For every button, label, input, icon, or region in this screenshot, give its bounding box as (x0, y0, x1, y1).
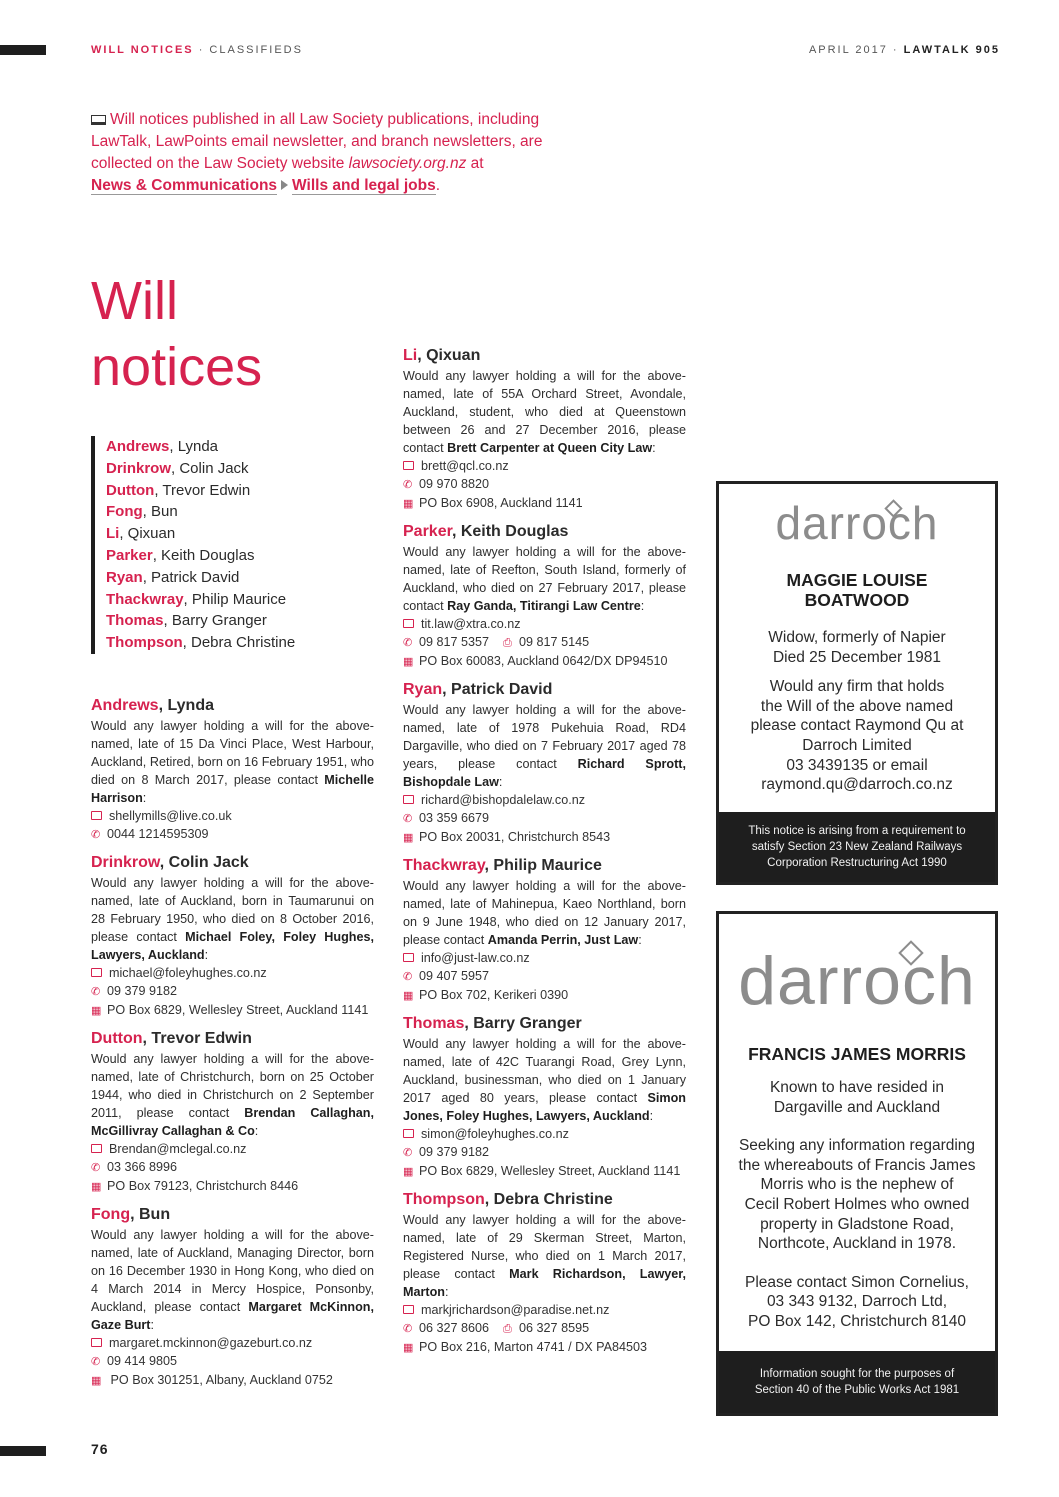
para-line: property in Gladstone Road, (760, 1215, 954, 1233)
envelope-icon (91, 1338, 102, 1347)
email-address[interactable]: tit.law@xtra.co.nz (421, 617, 521, 631)
arrow-right-icon (281, 180, 288, 190)
ad-footer (719, 1351, 995, 1413)
notice-title (403, 1013, 686, 1035)
building-icon: ▦ (403, 832, 414, 844)
category-label: CLASSIFIEDS (209, 44, 303, 56)
envelope-icon (403, 795, 414, 804)
phone-number: 03 359 6679 (419, 811, 490, 825)
notice-contact: Michelle Harrison (91, 773, 374, 805)
notice-contact: Simon Jones, Foley Hughes, Lawyers, Auckland (403, 1091, 686, 1123)
phone-icon: ✆ (403, 1147, 413, 1159)
email-line[interactable] (91, 1140, 374, 1158)
index-item[interactable] (106, 480, 295, 502)
notice-given: , Bun (130, 1206, 171, 1223)
index-surname: Fong (106, 503, 143, 521)
para-line: Morris who is the nephew of (760, 1176, 954, 1194)
index-given: , Barry Granger (163, 612, 267, 630)
index-given: , Qixuan (119, 525, 176, 543)
news-link[interactable]: News & Communications (91, 177, 278, 194)
index-item[interactable] (106, 567, 295, 589)
notice-thackwray (403, 855, 686, 1005)
wills-link[interactable]: Wills and legal jobs (292, 177, 436, 194)
page-title (91, 268, 262, 400)
email-address[interactable]: shellymills@live.co.uk (109, 809, 232, 823)
header-bar (0, 45, 46, 55)
logo-text: darroch (775, 497, 939, 549)
index-given: , Lynda (169, 438, 219, 455)
ad-footer (719, 812, 995, 882)
notice-contact: Amanda Perrin, Just Law (487, 933, 639, 947)
notices-column-2 (403, 345, 686, 1365)
notice-title (91, 1028, 374, 1050)
email-address[interactable]: simon@foleyhughes.co.nz (421, 1127, 569, 1141)
phone-number: 03 366 8996 (107, 1160, 178, 1174)
phone-line (91, 825, 374, 844)
footer-text: Information sought for the purposes of (759, 1368, 955, 1380)
email-address[interactable]: Brendan@mclegal.co.nz (109, 1142, 247, 1156)
ad-paragraph-2 (719, 1136, 995, 1254)
email-line[interactable] (403, 1125, 686, 1143)
darroch-logo (738, 942, 976, 1020)
notice-surname: Andrews (91, 697, 159, 714)
notice-title (403, 345, 686, 367)
intro-text: Will notices published in all Law Society publications, including LawTalk, LawPoints email newsletter, and branch newsletters, are collected on the Law Society website (91, 111, 543, 172)
header-issue (809, 44, 1000, 56)
phone-line (403, 809, 686, 828)
phone-line (403, 1319, 686, 1338)
phone-icon: ✆ (403, 971, 413, 983)
notice-body (91, 1050, 374, 1140)
notice-end: : (142, 791, 147, 805)
notice-end: : (498, 775, 503, 789)
name-line: BOATWOOD (804, 590, 910, 610)
postal-address: PO Box 6829, Wellesley Street, Auckland 1141 (419, 1164, 681, 1178)
notice-end: : (444, 1285, 449, 1299)
name-line: MAGGIE LOUISE (786, 570, 928, 590)
index-surname: Thackwray (106, 590, 184, 608)
building-icon: ▦ (403, 1166, 414, 1178)
notice-index (91, 436, 295, 654)
email-address[interactable]: richard@bishopdalelaw.co.nz (421, 793, 586, 807)
header-separator: · (193, 44, 210, 56)
notice-end: : (638, 933, 642, 947)
notice-given: , Trevor Edwin (142, 1030, 252, 1047)
index-surname: Drinkrow (106, 459, 172, 477)
phone-icon: ✆ (403, 637, 413, 649)
ad-person-name (719, 570, 995, 610)
notice-surname: Thompson (403, 1191, 485, 1208)
notice-text: Would any lawyer holding a will for the above-named, late of 15 Da Vinci Place, West Harbour, Auckland, Retired, born on 16 February 1951, who died on 8 March 2017, please contact (91, 719, 374, 787)
notice-title (403, 855, 686, 877)
postal-address: PO Box 216, Marton 4741 / DX PA84503 (419, 1340, 647, 1354)
notice-text: Would any lawyer holding a will for the above-named, late of 42C Tuarangi Road, Grey Lynn, Auckland, businessman, who died on 1 January 2017 aged 80 years, please contact (403, 1037, 686, 1105)
email-line[interactable] (403, 1301, 686, 1319)
index-surname: Ryan (106, 568, 143, 586)
notice-contact: Ray Ganda, Titirangi Law Centre (447, 599, 641, 613)
notice-surname: Parker (403, 523, 452, 540)
notice-li (403, 345, 686, 513)
phone-number: 0044 1214595309 (107, 827, 209, 841)
email-line[interactable] (403, 949, 686, 967)
building-icon: ▦ (91, 1375, 102, 1387)
envelope-icon (91, 1144, 102, 1153)
page-number: 76 (91, 1441, 109, 1457)
notice-fong (91, 1204, 374, 1390)
index-surname: Li (106, 525, 120, 543)
phone-number: 09 817 5357 (419, 635, 490, 649)
notice-text: Would any lawyer holding a will for the above-named, late of 29 Skerman Street, Marton, Registered Nurse, who died on 1 March 2017, please contact (403, 1213, 686, 1281)
phone-number: 09 414 9805 (107, 1354, 178, 1368)
index-surname: Andrews (106, 438, 170, 455)
footer-bar (0, 1446, 46, 1456)
fax-number: 09 817 5145 (519, 635, 590, 649)
notice-given: , Lynda (158, 697, 214, 714)
notice-text: Would any lawyer holding a will for the above-named, late of 1978 Pukehuia Road, RD4 Dargaville, who died on 7 February 2017 aged 78 years, please contact (403, 703, 686, 771)
notice-body (403, 701, 686, 791)
phone-icon: ✆ (91, 1162, 101, 1174)
email-line[interactable] (91, 807, 374, 825)
notice-surname: Thackwray (403, 857, 485, 874)
phone-number: 09 407 5957 (419, 969, 490, 983)
envelope-icon (403, 461, 414, 470)
notice-surname: Ryan (403, 681, 443, 698)
phone-line (403, 1143, 686, 1162)
notice-body (403, 1035, 686, 1125)
fax-number: 06 327 8595 (519, 1321, 590, 1335)
address-line (91, 1177, 374, 1196)
notice-text: Would any lawyer holding a will for the above-named, late of Auckland, Managing Director, born on 16 December 1930 in Hong Kong, who died on 4 March 2014 in Mercy Hospice, Ponsonby, Auckland, please contact (91, 1228, 374, 1314)
index-given: , Debra Christine (182, 634, 296, 652)
phone-icon: ✆ (91, 986, 101, 998)
notice-text: Would any lawyer holding a will for the above-named, late of Reefton, South Island, formerly of Auckland, who died on 27 February 2017, please contact (403, 545, 686, 613)
phone-number: 06 327 8606 (419, 1321, 490, 1335)
envelope-icon (403, 953, 414, 962)
ad-message (719, 677, 995, 795)
index-item[interactable] (106, 545, 295, 567)
phone-number: 09 379 9182 (107, 984, 178, 998)
address-line (403, 1162, 686, 1181)
notice-surname: Fong (91, 1206, 131, 1223)
address-line (403, 986, 686, 1005)
index-given: , Bun (142, 503, 178, 521)
ad-person-name: FRANCIS JAMES MORRIS (748, 1044, 966, 1064)
index-item[interactable] (106, 610, 295, 632)
address-line (403, 494, 686, 513)
intro-end: . (435, 177, 441, 194)
notice-contact: Richard Sprott, Bishopdale Law (403, 757, 686, 789)
index-item[interactable] (106, 589, 295, 611)
postal-address: PO Box 301251, Albany, Auckland 0752 (107, 1373, 333, 1387)
phone-icon: ✆ (91, 829, 101, 841)
notice-drinkrow (91, 852, 374, 1020)
building-icon: ▦ (91, 1181, 102, 1193)
postal-address: PO Box 20031, Christchurch 8543 (419, 830, 611, 844)
notice-given: , Debra Christine (484, 1191, 613, 1208)
para-line: Known to have resided in (769, 1079, 945, 1096)
notice-text: Would any lawyer holding a will for the above-named, late of 55A Orchard Street, Avondale, Auckland, student, who died at Queenstown between 26 and 27 December 2016, please contact (403, 369, 686, 455)
para-line: Please contact Simon Cornelius, (744, 1273, 969, 1291)
para-line: Cecil Robert Holmes who owned (744, 1195, 970, 1213)
notice-body (403, 1211, 686, 1301)
notice-surname: Li (403, 347, 418, 364)
building-icon: ▦ (403, 990, 414, 1002)
detail-line: Widow, formerly of Napier (768, 629, 946, 646)
header-separator: · (887, 44, 904, 56)
envelope-icon (403, 1305, 414, 1314)
site-url: lawsociety.org.nz (348, 155, 467, 172)
email-line[interactable] (403, 457, 686, 475)
index-surname: Thomas (106, 612, 164, 630)
notice-contact: Brett Carpenter at Queen City Law (447, 441, 653, 455)
notice-end: : (640, 599, 645, 613)
envelope-icon (91, 968, 102, 977)
notice-thomas (403, 1013, 686, 1181)
notice-surname: Drinkrow (91, 854, 160, 871)
notice-contact: Margaret McKinnon, Gaze Burt (91, 1300, 374, 1332)
para-line: the whereabouts of Francis James (738, 1156, 976, 1174)
laptop-icon (91, 115, 106, 125)
notice-body (403, 543, 686, 615)
issue-date: APRIL 2017 (808, 44, 888, 56)
index-given: , Keith Douglas (152, 546, 255, 564)
postal-address: PO Box 702, Kerikeri 0390 (419, 988, 569, 1002)
notice-title (91, 852, 374, 874)
ad-email[interactable]: raymond.qu@darroch.co.nz (761, 776, 953, 794)
ad-paragraph-3 (719, 1273, 995, 1332)
email-address[interactable]: margaret.mckinnon@gazeburt.co.nz (109, 1336, 313, 1350)
phone-line (403, 967, 686, 986)
notice-end: : (254, 1124, 259, 1138)
email-address[interactable]: info@just-law.co.nz (421, 951, 530, 965)
address-line (91, 1371, 374, 1390)
notice-end: : (649, 1109, 654, 1123)
ad-paragraph-1 (719, 1078, 995, 1117)
notice-surname: Dutton (91, 1030, 143, 1047)
para-line: Northcote, Auckland in 1978. (757, 1235, 957, 1253)
notice-end: : (204, 948, 209, 962)
intro-paragraph (91, 109, 591, 197)
para-line: PO Box 142, Christchurch 8140 (748, 1312, 966, 1330)
section-label: WILL NOTICES (91, 44, 194, 56)
fax-icon: ⎙ (503, 637, 512, 649)
envelope-icon (403, 1129, 414, 1138)
phone-line (91, 1158, 374, 1177)
notice-dutton (91, 1028, 374, 1196)
darroch-logo (776, 496, 939, 550)
address-line (403, 828, 686, 847)
footer-text: This notice is arising from a requirement to satisfy Section 23 New Zealand Railways Corporation Restructuring Act 1990 (748, 825, 966, 869)
index-surname: Thompson (106, 634, 183, 652)
index-given: , Trevor Edwin (154, 481, 251, 499)
fax-icon: ⎙ (503, 1323, 512, 1335)
phone-icon: ✆ (403, 1323, 413, 1335)
notice-ryan (403, 679, 686, 847)
email-line[interactable] (403, 791, 686, 809)
index-item[interactable] (106, 458, 295, 480)
envelope-icon (403, 619, 414, 628)
phone-line (91, 1352, 374, 1371)
email-address[interactable]: brett@qcl.co.nz (421, 459, 509, 473)
index-given: , Patrick David (142, 568, 240, 586)
footer-text: Section 40 of the Public Works Act 1981 (754, 1384, 960, 1396)
para-line: Dargaville and Auckland (773, 1098, 941, 1116)
notice-surname: Thomas (403, 1015, 465, 1032)
phone-line (91, 982, 374, 1001)
phone-icon: ✆ (403, 813, 413, 825)
notice-given: , Philip Maurice (484, 857, 602, 874)
message-line: please contact Raymond Qu at (750, 717, 964, 735)
notice-andrews (91, 695, 374, 844)
notice-body (403, 367, 686, 457)
postal-address: PO Box 6908, Auckland 1141 (419, 496, 583, 510)
index-surname: Dutton (106, 481, 155, 499)
para-line: 03 343 9132, Darroch Ltd, (766, 1293, 948, 1311)
notice-given: , Keith Douglas (451, 523, 569, 540)
index-surname: Parker (106, 546, 153, 564)
notice-title (403, 1189, 686, 1211)
index-item[interactable] (106, 632, 295, 654)
notice-body (91, 874, 374, 964)
notice-end: : (150, 1318, 154, 1332)
notice-text: Would any lawyer holding a will for the above-named, late of Mahinepua, Kaeo Northland, born on 9 June 1948, who died on 12 January 2017, please contact (403, 879, 686, 947)
building-icon: ▦ (403, 1342, 414, 1354)
message-line: the Will of the above named (760, 697, 954, 715)
title-line-2: notices (91, 337, 263, 397)
notice-thompson (403, 1189, 686, 1357)
phone-number: 09 970 8820 (419, 477, 490, 491)
phone-icon: ✆ (91, 1356, 101, 1368)
notices-column-1 (91, 695, 374, 1398)
notice-given: , Barry Granger (464, 1015, 582, 1032)
index-item[interactable] (106, 501, 295, 523)
title-line-1: Will (91, 271, 178, 331)
notice-body (91, 717, 374, 807)
building-icon: ▦ (403, 656, 414, 668)
postal-address: PO Box 6829, Wellesley Street, Auckland 1141 (107, 1003, 369, 1017)
phone-icon: ✆ (403, 479, 413, 491)
notice-text: Would any lawyer holding a will for the above-named, late of Auckland, born in Taumarunui on 28 February 1950, who died on 8 October 2016, please contact (91, 876, 374, 944)
notice-given: , Qixuan (417, 347, 481, 364)
notice-given: , Colin Jack (159, 854, 249, 871)
building-icon: ▦ (91, 1005, 102, 1017)
notice-end: : (652, 441, 656, 455)
notice-given: , Patrick David (442, 681, 553, 698)
message-line: Would any firm that holds (769, 678, 945, 696)
para-line: Seeking any information regarding (738, 1137, 976, 1155)
address-line (403, 1338, 686, 1357)
notice-body (403, 877, 686, 949)
index-given: , Philip Maurice (183, 590, 287, 608)
address-line (403, 652, 686, 671)
email-line[interactable] (91, 1334, 374, 1352)
notice-parker (403, 521, 686, 671)
postal-address: PO Box 79123, Christchurch 8446 (107, 1179, 299, 1193)
message-line: 03 3439135 or email (786, 756, 928, 774)
notice-body (91, 1226, 374, 1334)
building-icon: ▦ (403, 498, 414, 510)
email-address[interactable]: markjrichardson@paradise.net.nz (421, 1303, 610, 1317)
email-line[interactable] (403, 615, 686, 633)
detail-line: Died 25 December 1981 (772, 648, 942, 666)
ad-details (719, 628, 995, 667)
notice-contact: Mark Richardson, Lawyer, Marton (403, 1267, 686, 1299)
notice-contact: Brendan Callaghan, McGillivray Callaghan & Co (91, 1106, 374, 1138)
darroch-ad-morris (716, 911, 998, 1416)
phone-line (403, 633, 686, 652)
phone-line (403, 475, 686, 494)
publication-name: LAWTALK 905 (903, 44, 1000, 56)
notice-title (403, 521, 686, 543)
logo-text: darroch (738, 943, 976, 1019)
postal-address: PO Box 60083, Auckland 0642/DX DP94510 (419, 654, 668, 668)
index-item[interactable] (106, 436, 295, 458)
notice-title (403, 679, 686, 701)
email-line[interactable] (91, 964, 374, 982)
envelope-icon (91, 811, 102, 820)
notice-contact: Michael Foley, Foley Hughes, Lawyers, Auckland (91, 930, 374, 962)
notice-title (91, 1204, 374, 1226)
index-given: , Colin Jack (171, 459, 249, 477)
darroch-ad-boatwood (716, 481, 998, 885)
intro-text-2: at (466, 155, 484, 172)
index-item[interactable] (106, 523, 295, 545)
email-address[interactable]: michael@foleyhughes.co.nz (109, 966, 267, 980)
notice-text: Would any lawyer holding a will for the above-named, late of Christchurch, born on 25 October 1944, who died in Christchurch on 2 September 2011, please contact (91, 1052, 374, 1120)
phone-number: 09 379 9182 (419, 1145, 490, 1159)
notice-title (91, 695, 374, 717)
message-line: Darroch Limited (802, 736, 912, 754)
header-section (91, 44, 303, 56)
address-line (91, 1001, 374, 1020)
